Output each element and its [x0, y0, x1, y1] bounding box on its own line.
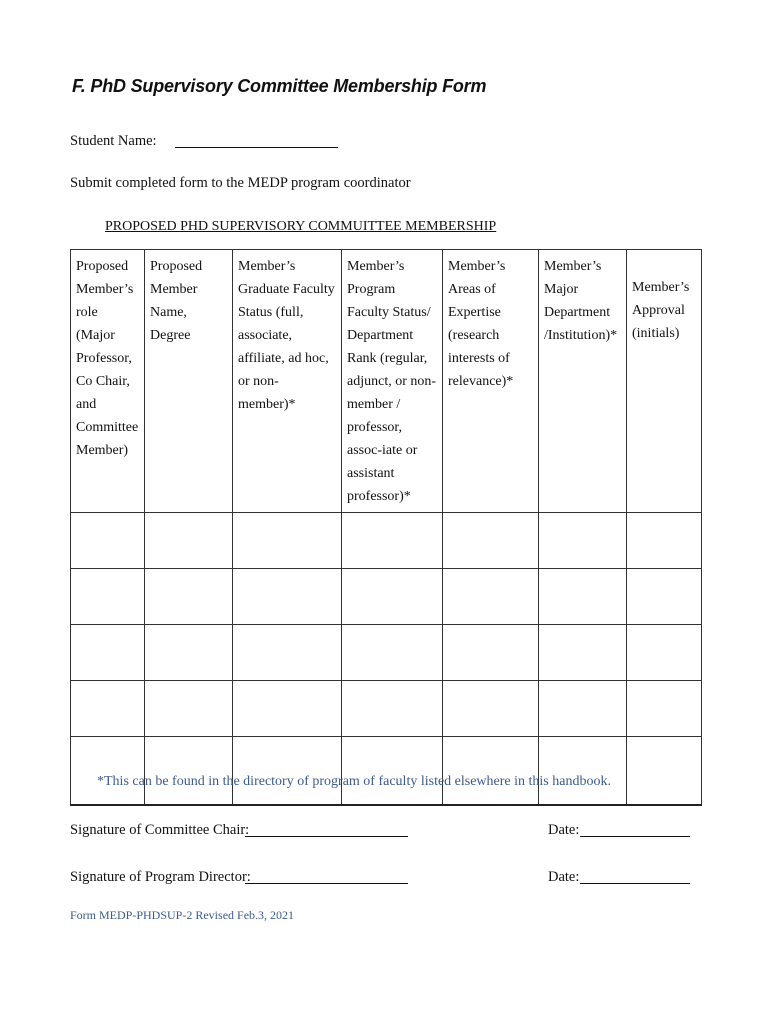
table-cell[interactable] [233, 569, 342, 625]
table-cell[interactable] [145, 737, 233, 806]
table-cell[interactable] [443, 569, 539, 625]
table-cell[interactable] [145, 625, 233, 681]
table-cell[interactable] [443, 513, 539, 569]
committee-membership-table [70, 249, 702, 806]
director-signature-field[interactable] [245, 883, 408, 884]
table-cell[interactable] [233, 625, 342, 681]
table-cell[interactable] [233, 737, 342, 806]
director-signature-label: Signature of Program Director: [70, 869, 251, 885]
header-name-degree: Proposed Member Name, Degree [145, 250, 233, 513]
chair-date-label: Date: [548, 822, 580, 838]
table-cell[interactable] [627, 513, 702, 569]
header-graduate-faculty-status: Member’s Graduate Faculty Status (full, associate, affiliate, ad hoc, or non-member)* [233, 250, 342, 513]
table-row [71, 513, 702, 569]
table-header-row [71, 250, 702, 513]
table-row [71, 737, 702, 806]
student-name-label: Student Name: [70, 133, 157, 149]
director-date-label: Date: [548, 869, 580, 885]
table-cell[interactable] [145, 681, 233, 737]
header-program-faculty-status: Member’s Program Faculty Status/ Department Rank (regular, adjunct, or non-member / professor, assoc-iate or assistant professor)* [342, 250, 443, 513]
footnote: *This can be found in the directory of program of faculty listed elsewhere in this handbook. [97, 774, 611, 789]
table-row [71, 569, 702, 625]
table-cell[interactable] [342, 569, 443, 625]
table-cell[interactable] [539, 625, 627, 681]
header-approval: Member’s Approval (initials) [627, 250, 702, 513]
table-cell[interactable] [627, 681, 702, 737]
table-cell[interactable] [342, 513, 443, 569]
table-cell[interactable] [145, 513, 233, 569]
table-cell[interactable] [627, 625, 702, 681]
table-cell[interactable] [71, 737, 145, 806]
form-id: Form MEDP-PHDSUP-2 Revised Feb.3, 2021 [70, 908, 295, 922]
table-cell[interactable] [233, 681, 342, 737]
table-row [71, 625, 702, 681]
table-cell[interactable] [627, 569, 702, 625]
table-cell[interactable] [443, 737, 539, 806]
table-caption: PROPOSED PHD SUPERVISORY COMMUITTEE MEMBERSHIP [105, 219, 497, 234]
table-cell[interactable] [71, 513, 145, 569]
table-cell[interactable] [627, 737, 702, 806]
table-cell[interactable] [71, 569, 145, 625]
chair-signature-field[interactable] [245, 836, 408, 837]
table-cell[interactable] [233, 513, 342, 569]
table-cell[interactable] [342, 737, 443, 806]
table-cell[interactable] [342, 681, 443, 737]
director-date-field[interactable] [580, 883, 690, 884]
chair-signature-label: Signature of Committee Chair: [70, 822, 250, 838]
header-major-department: Member’s Major Department /Institution)* [539, 250, 627, 513]
table-cell[interactable] [443, 625, 539, 681]
table-cell[interactable] [71, 681, 145, 737]
table-row [71, 681, 702, 737]
table-cell[interactable] [71, 625, 145, 681]
chair-date-field[interactable] [580, 836, 690, 837]
table-cell[interactable] [539, 569, 627, 625]
table-cell[interactable] [342, 625, 443, 681]
table-cell[interactable] [443, 681, 539, 737]
form-title: F. PhD Supervisory Committee Membership Form [72, 76, 487, 96]
header-role: Proposed Member’s role (Major Professor, Co Chair, and Committee Member) [71, 250, 145, 513]
instruction-text: Submit completed form to the MEDP program coordinator [70, 175, 411, 191]
table-cell[interactable] [145, 569, 233, 625]
student-name-field[interactable] [175, 147, 338, 148]
table-cell[interactable] [539, 513, 627, 569]
table-cell[interactable] [539, 737, 627, 806]
header-areas-of-expertise: Member’s Areas of Expertise (research interests of relevance)* [443, 250, 539, 513]
table-cell[interactable] [539, 681, 627, 737]
